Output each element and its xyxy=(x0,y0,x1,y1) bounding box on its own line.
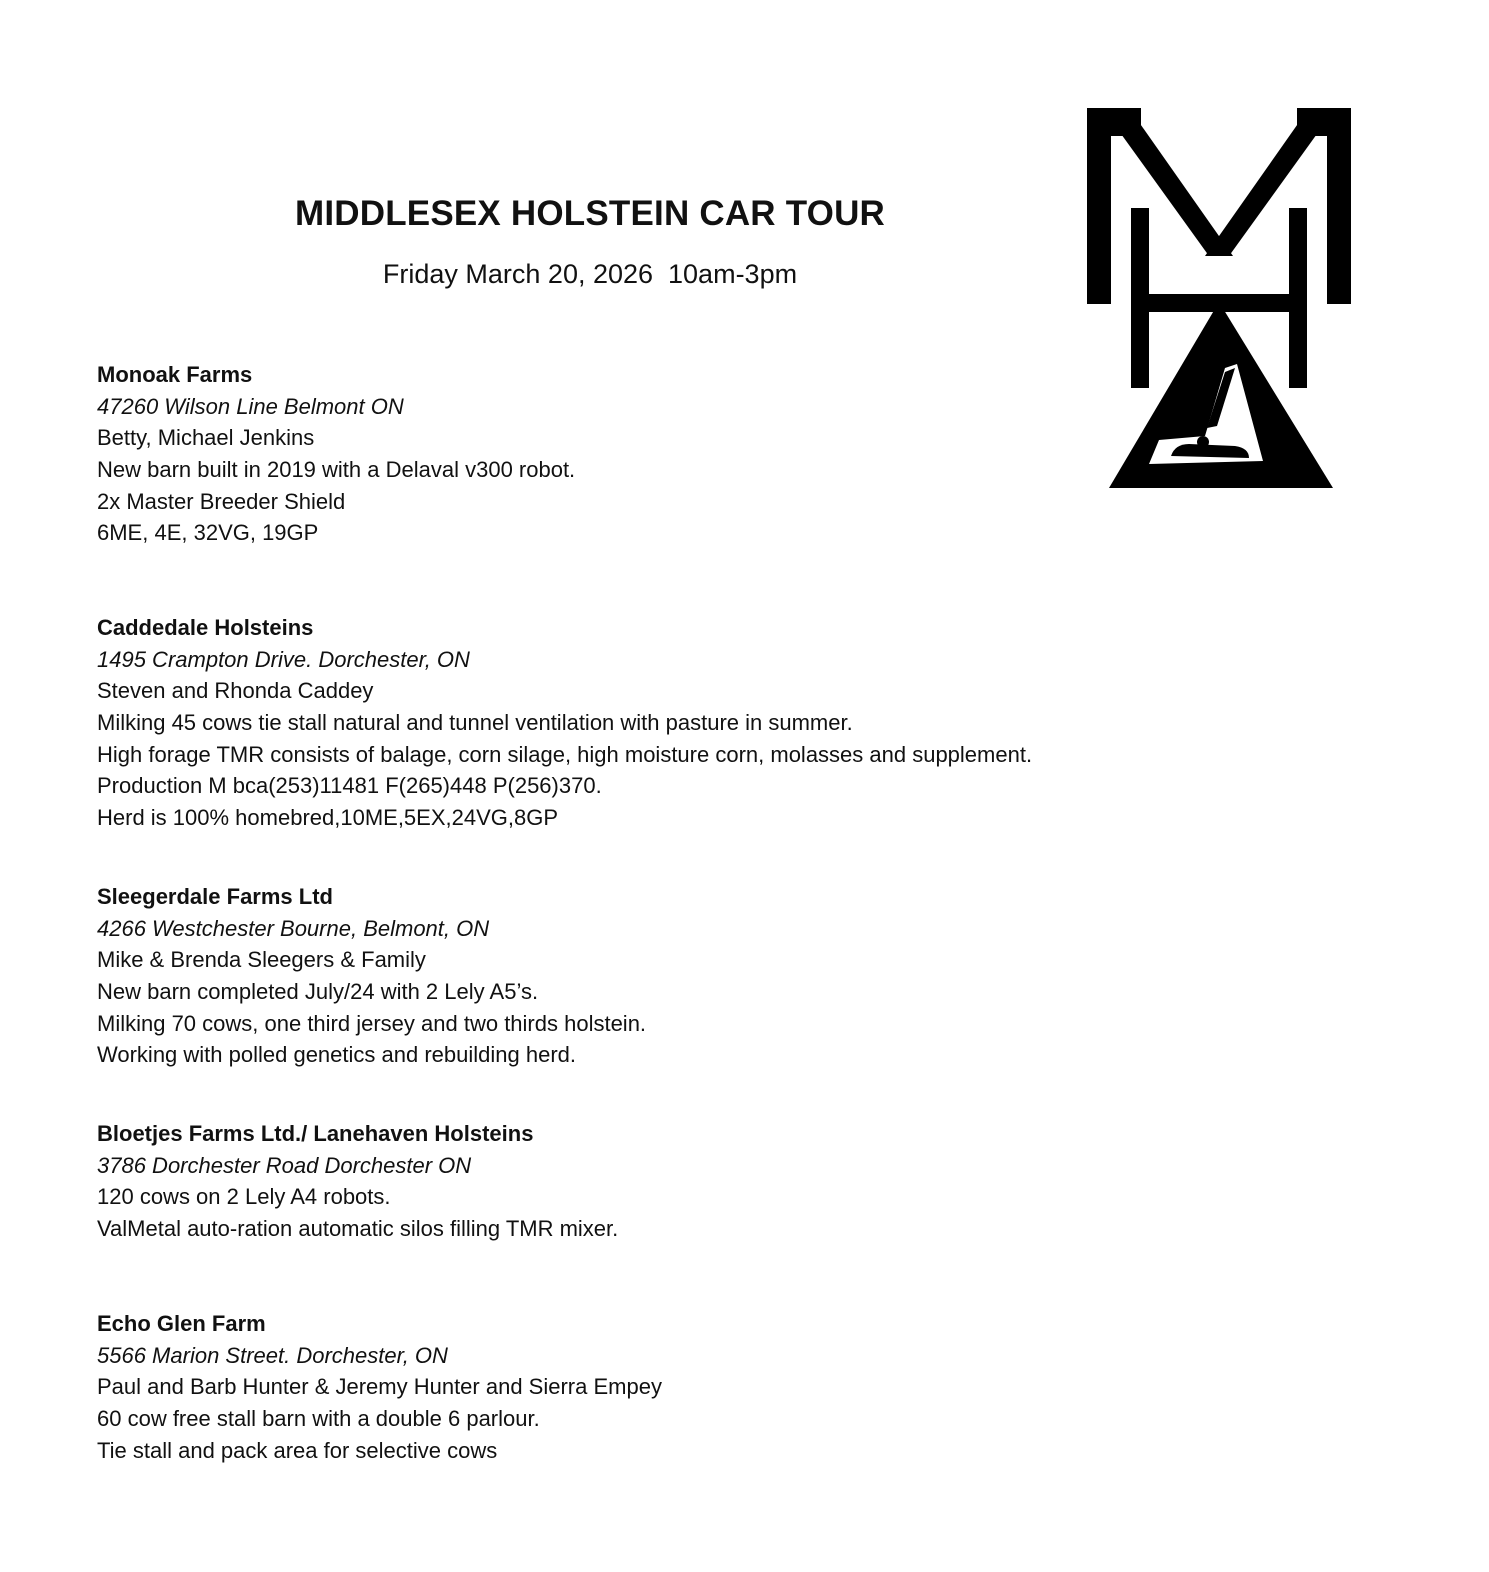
farm-detail: New barn completed July/24 with 2 Lely A5’s. xyxy=(97,979,539,1005)
page-title: MIDDLESEX HOLSTEIN CAR TOUR xyxy=(294,194,886,233)
farm-entry xyxy=(97,1308,1197,1466)
farm-address: 3786 Dorchester Road Dorchester ON xyxy=(97,1152,472,1178)
farm-detail: Betty, Michael Jenkins xyxy=(97,425,315,451)
event-date: Friday March 20, 2026 10am-3pm xyxy=(382,259,798,289)
farm-address: 47260 Wilson Line Belmont ON xyxy=(97,393,404,419)
farm-name: Monoak Farms xyxy=(97,362,253,387)
farm-detail: 60 cow free stall barn with a double 6 parlour. xyxy=(97,1406,540,1432)
farm-detail: 2x Master Breeder Shield xyxy=(97,488,346,514)
farm-entry xyxy=(97,881,1197,1071)
farm-detail: Herd is 100% homebred,10ME,5EX,24VG,8GP xyxy=(97,805,559,831)
farm-address: 4266 Westchester Bourne, Belmont, ON xyxy=(97,915,490,941)
farm-name: Sleegerdale Farms Ltd xyxy=(97,884,333,909)
farm-address: 5566 Marion Street. Dorchester, ON xyxy=(97,1342,448,1368)
farm-detail: ValMetal auto-ration automatic silos filling TMR mixer. xyxy=(97,1216,619,1242)
farm-detail: Mike & Brenda Sleegers & Family xyxy=(97,947,426,973)
farm-detail: Tie stall and pack area for selective cows xyxy=(97,1437,498,1463)
farm-detail: Steven and Rhonda Caddey xyxy=(97,678,374,704)
farm-detail: High forage TMR consists of balage, corn silage, high moisture corn, molasses and supplement. xyxy=(97,741,1033,767)
farm-detail: Working with polled genetics and rebuilding herd. xyxy=(97,1042,576,1068)
farm-detail: 120 cows on 2 Lely A4 robots. xyxy=(97,1184,391,1210)
farm-name: Caddedale Holsteins xyxy=(97,615,314,640)
farm-detail: 6ME, 4E, 32VG, 19GP xyxy=(97,520,319,546)
farm-detail: Paul and Barb Hunter & Jeremy Hunter and Sierra Empey xyxy=(97,1374,662,1400)
farm-entry xyxy=(97,359,1197,549)
farm-entry xyxy=(97,612,1197,834)
farm-detail: Milking 45 cows tie stall natural and tunnel ventilation with pasture in summer. xyxy=(97,710,853,736)
farm-detail: New barn built in 2019 with a Delaval v300 robot. xyxy=(97,457,576,483)
farm-entry xyxy=(97,1118,1197,1245)
farm-name: Bloetjes Farms Ltd./ Lanehaven Holsteins xyxy=(97,1121,534,1146)
farm-detail: Milking 70 cows, one third jersey and two thirds holstein. xyxy=(97,1010,647,1036)
farm-address: 1495 Crampton Drive. Dorchester, ON xyxy=(97,646,470,672)
farm-name: Echo Glen Farm xyxy=(97,1311,266,1336)
farm-detail: Production M bca(253)11481 F(265)448 P(256)370. xyxy=(97,773,602,799)
